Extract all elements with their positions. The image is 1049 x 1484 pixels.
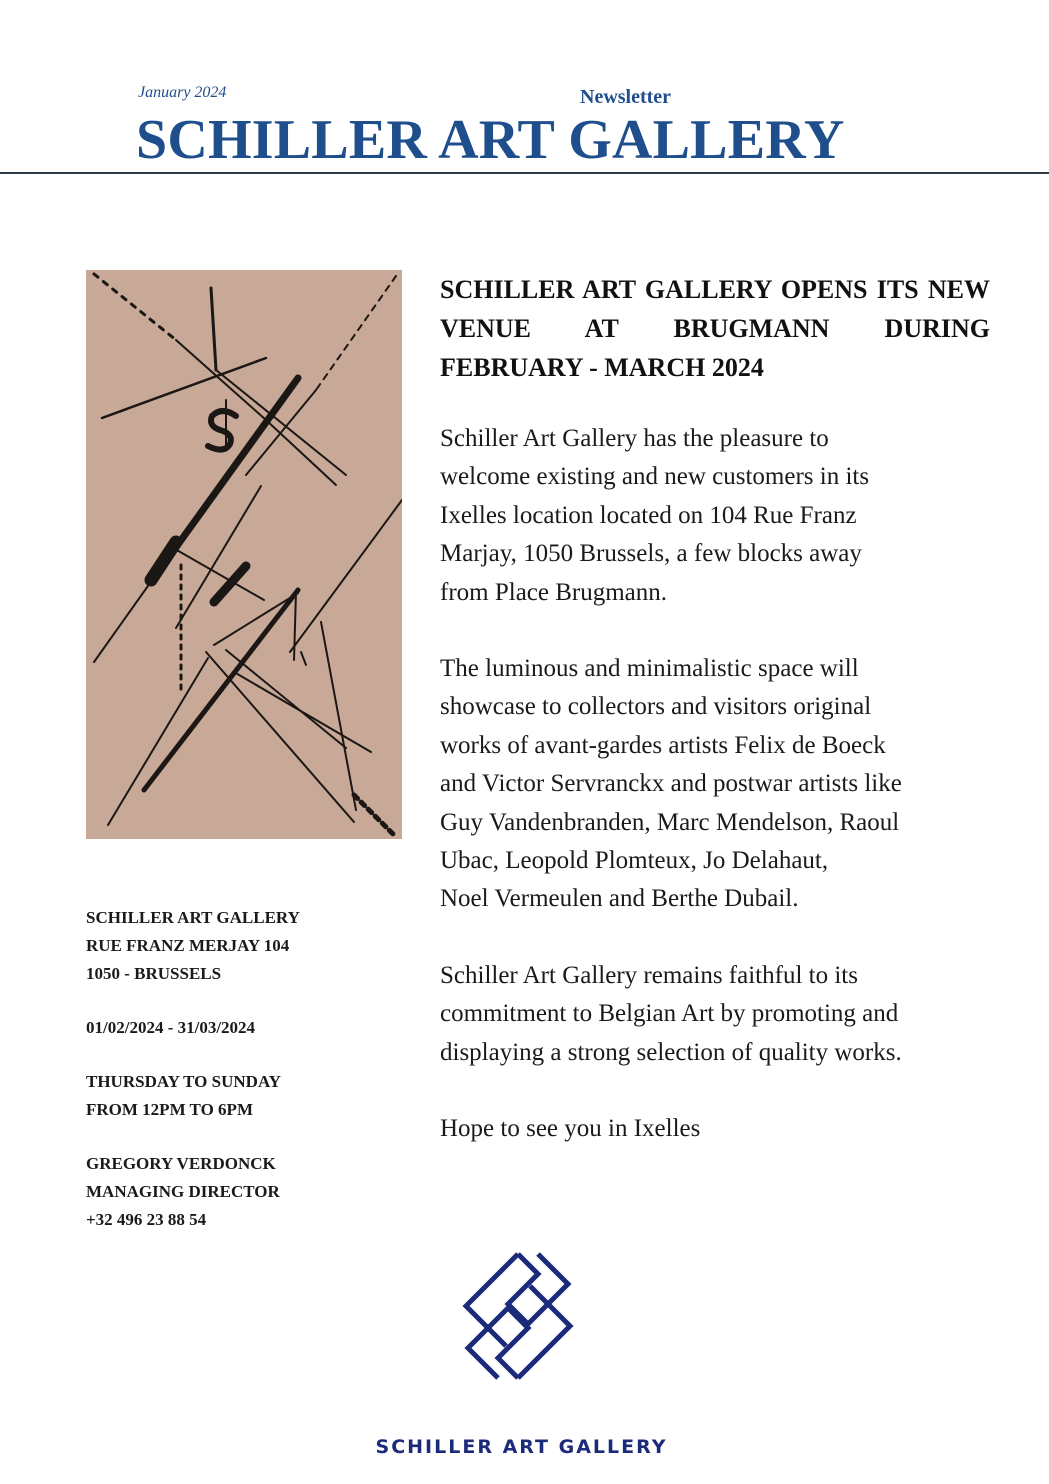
- dates-block: [86, 1014, 406, 1042]
- paragraph-line: Hope to see you in Ixelles: [440, 1115, 701, 1143]
- newsletter-kicker: Newsletter: [580, 86, 672, 108]
- abstract-line-drawing-icon: [86, 270, 402, 839]
- paragraph-line: The luminous and minimalistic space will: [440, 655, 859, 683]
- masthead-title: SCHILLER ART GALLERY: [136, 109, 845, 171]
- schiller-s-logo-icon: [458, 1246, 578, 1386]
- paragraph-line: and Victor Servranckx and postwar artists like: [440, 770, 902, 798]
- paragraph-line: Noel Vermeulen and Berthe Dubail.: [440, 885, 799, 913]
- gallery-logo: [458, 1246, 578, 1386]
- address-line: SCHILLER ART GALLERY: [86, 908, 300, 927]
- hours-line: THURSDAY TO SUNDAY: [86, 1072, 281, 1091]
- issue-date: January 2024: [138, 84, 227, 101]
- article-body: [440, 420, 1000, 1187]
- contact-role: MANAGING DIRECTOR: [86, 1182, 280, 1201]
- article-headline: SCHILLER ART GALLERY OPENS ITS NEW VENUE AT BRUGMANN DURING FEBRUARY - MARCH 2024: [440, 275, 990, 382]
- address-block: [86, 904, 406, 988]
- gallery-info: [86, 904, 406, 1260]
- paragraph-line: showcase to collectors and visitors original: [440, 693, 872, 721]
- address-line: RUE FRANZ MERJAY 104: [86, 936, 290, 955]
- article-paragraph: [440, 1110, 1000, 1148]
- paragraph-line: works of avant-gardes artists Felix de Boeck: [440, 731, 886, 759]
- address-line: 1050 - BRUSSELS: [86, 964, 222, 983]
- paragraph-line: commitment to Belgian Art by promoting and: [440, 1000, 899, 1028]
- hours-line: FROM 12PM TO 6PM: [86, 1100, 253, 1119]
- footer-gallery-name: [0, 1436, 1049, 1458]
- header-divider: [0, 172, 1049, 174]
- paragraph-line: from Place Brugmann.: [440, 578, 668, 606]
- paragraph-line: Ubac, Leopold Plomteux, Jo Delahaut,: [440, 847, 829, 875]
- article-paragraph: [440, 420, 1000, 612]
- contact-phone[interactable]: +32 496 23 88 54: [86, 1210, 207, 1229]
- article-paragraph: [440, 650, 1000, 919]
- footer-gallery-name-text: SCHILLER ART GALLERY: [375, 1436, 668, 1458]
- artwork-image: [86, 270, 402, 839]
- paragraph-line: Guy Vandenbranden, Marc Mendelson, Raoul: [440, 808, 900, 836]
- hours-block: [86, 1068, 406, 1124]
- paragraph-line: welcome existing and new customers in its: [440, 463, 870, 491]
- paragraph-line: Schiller Art Gallery remains faithful to its: [440, 961, 858, 989]
- contact-block: [86, 1150, 406, 1234]
- paragraph-line: Schiller Art Gallery has the pleasure to: [440, 425, 829, 452]
- paragraph-line: displaying a strong selection of quality works.: [440, 1038, 902, 1066]
- paragraph-line: Ixelles location located on 104 Rue Franz: [440, 501, 857, 529]
- paragraph-line: Marjay, 1050 Brussels, a few blocks away: [440, 540, 862, 568]
- exhibition-dates: 01/02/2024 - 31/03/2024: [86, 1018, 256, 1037]
- article-paragraph: [440, 957, 1000, 1072]
- contact-name: GREGORY VERDONCK: [86, 1154, 276, 1173]
